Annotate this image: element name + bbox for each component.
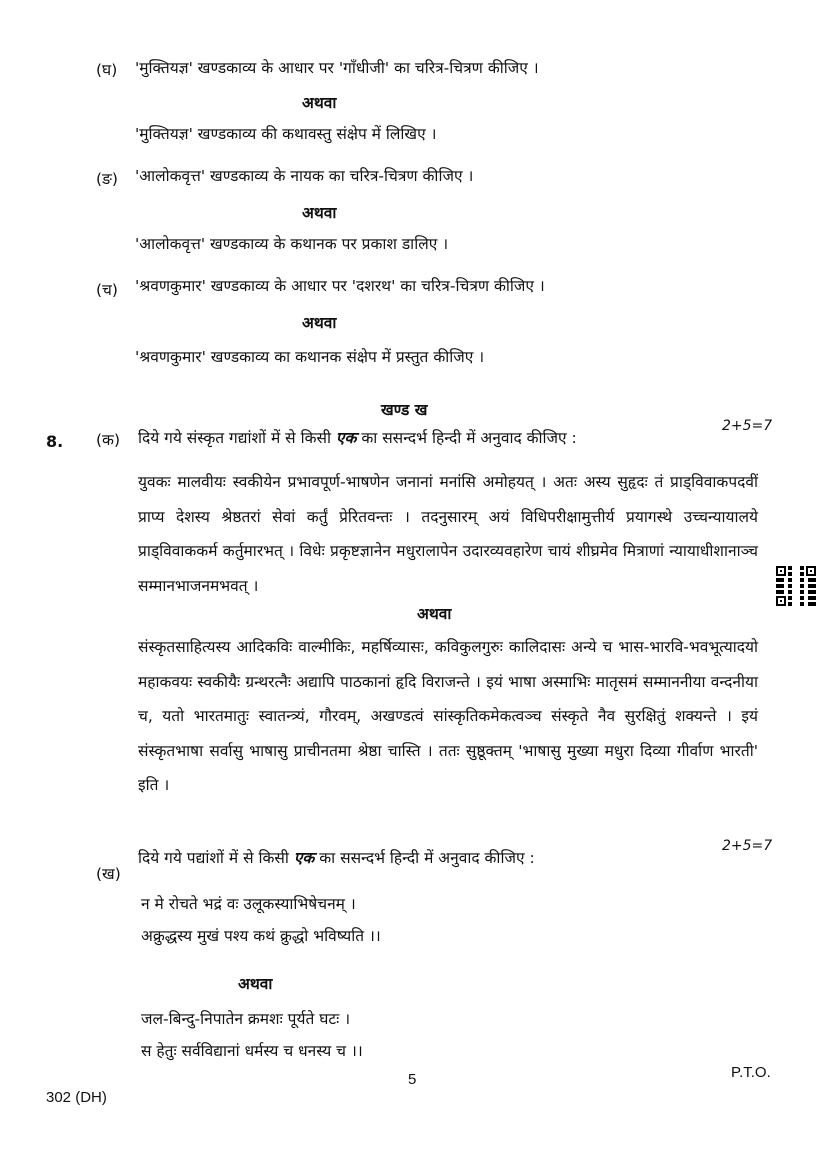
prose-passage-2: संस्कृतसाहित्यस्य आदिकविः वाल्मीकिः, महर्षिव्यासः, कविकुलगुरुः कालिदासः अन्ये च भास-भारवि-भवभूत्यादयो महाकवयः स्वकीयैः ग्रन्थरत्नैः अद्यापि पाठकानां हृदि विराजन्ते । इयं भाषा अस्माभिः मातृसमं सम्माननीया वन्दनीया च, यतो भारतमातुः स्वातन्त्र्यं, गौरवम्, अखण्डत्वं सांस्कृतिकमेकत्वञ्च संस्कृते नैव सुरक्षितुं शक्यन्ते । इयं संस्कृतभाषा सर्वासु भाषासु प्राचीनतमा श्रेष्ठा चास्ति । ततः सुष्ठूक्तम् 'भाषासु मुख्या मधुरा दिव्या गीर्वाण भारती' इति ।	[138, 638, 758, 794]
verse-2-line-1: जल-बिन्दु-निपातेन क्रमशः पूर्यते घटः ।	[141, 1010, 351, 1028]
question-marker-gha: (घ)	[96, 61, 118, 79]
question-gha: 'मुक्तियज्ञ' खण्डकाव्य के आधार पर 'गाँधीजी' का चरित्र-चित्रण कीजिए ।	[135, 59, 539, 77]
instruction-ka-pre: दिये गये संस्कृत गद्यांशों में से किसी	[138, 429, 331, 447]
instruction-kha-post: का ससन्दर्भ हिन्दी में अनुवाद कीजिए :	[319, 849, 535, 867]
instruction-ka-emph: एक	[335, 429, 357, 447]
alt-question-nga: 'आलोकवृत्त' खण्डकाव्य के कथानक पर प्रकाश डालिए ।	[135, 235, 449, 253]
marks-kha: 2+5=7	[722, 838, 773, 854]
marks-ka: 2+5=7	[722, 418, 773, 434]
question-cha: 'श्रवणकुमार' खण्डकाव्य के आधार पर 'दशरथ' का चरित्र-चित्रण कीजिए ।	[135, 277, 545, 295]
or-label-gha: अथवा	[302, 94, 337, 112]
or-label-ka: अथवा	[417, 605, 452, 623]
or-label-kha: अथवा	[238, 975, 273, 993]
or-label-cha: अथवा	[302, 314, 337, 332]
page-number: 5	[408, 1071, 417, 1088]
alt-question-gha: 'मुक्तियज्ञ' खण्डकाव्य की कथावस्तु संक्षेप में लिखिए ।	[135, 125, 437, 143]
verse-1-line-2: अक्रुद्धस्य मुखं पश्य कथं क्रुद्धो भविष्यति ।।	[141, 927, 381, 945]
question-marker-kha: (ख)	[96, 865, 121, 883]
instruction-kha-pre: दिये गये पद्यांशों में से किसी	[138, 849, 289, 867]
instruction-kha-emph: एक	[293, 849, 315, 867]
alt-question-cha: 'श्रवणकुमार' खण्डकाव्य का कथानक संक्षेप में प्रस्तुत कीजिए ।	[135, 348, 485, 366]
prose-passage-1: युवकः मालवीयः स्वकीयेन प्रभावपूर्ण-भाषणेन जनानां मनांसि अमोहयत् । अतः अस्य सुहृदः तं प्राड्विवाकपदवीं प्राप्य देशस्य श्रेष्ठतरां सेवां कर्तुं प्रेरितवन्तः । तदनुसारम् अयं विधिपरीक्षामुत्तीर्य प्रयागस्थे उच्चन्यायालये प्राड्विवाककर्म कर्तुमारभत् । विधेः प्रकृष्टज्ञानेन मधुरालापेन उदारव्यवहारेण चायं शीघ्रमेव मित्राणां न्यायाधीशानाञ्च सम्मानभाजनमभवत् ।	[138, 473, 758, 595]
question-marker-cha: (च)	[96, 281, 118, 299]
section-heading: खण्ड ख	[381, 401, 428, 419]
verse-2-line-2: स हेतुः सर्वविद्यानां धर्मस्य च धनस्य च ।।	[141, 1042, 363, 1060]
paper-code: 302 (DH)	[46, 1089, 107, 1106]
question-number-8: 8.	[46, 432, 64, 451]
pto-label: P.T.O.	[731, 1064, 771, 1081]
instruction-kha	[138, 846, 535, 868]
instruction-ka-post: का ससन्दर्भ हिन्दी में अनुवाद कीजिए :	[361, 429, 577, 447]
question-nga: 'आलोकवृत्त' खण्डकाव्य के नायक का चरित्र-चित्रण कीजिए ।	[135, 167, 474, 185]
instruction-ka	[138, 426, 577, 448]
question-marker-ka: (क)	[96, 431, 120, 449]
or-label-nga: अथवा	[302, 204, 337, 222]
verse-1-line-1: न मे रोचते भद्रं वः उलूकस्याभिषेचनम् ।	[141, 895, 356, 913]
question-marker-nga: (ङ)	[96, 170, 118, 188]
